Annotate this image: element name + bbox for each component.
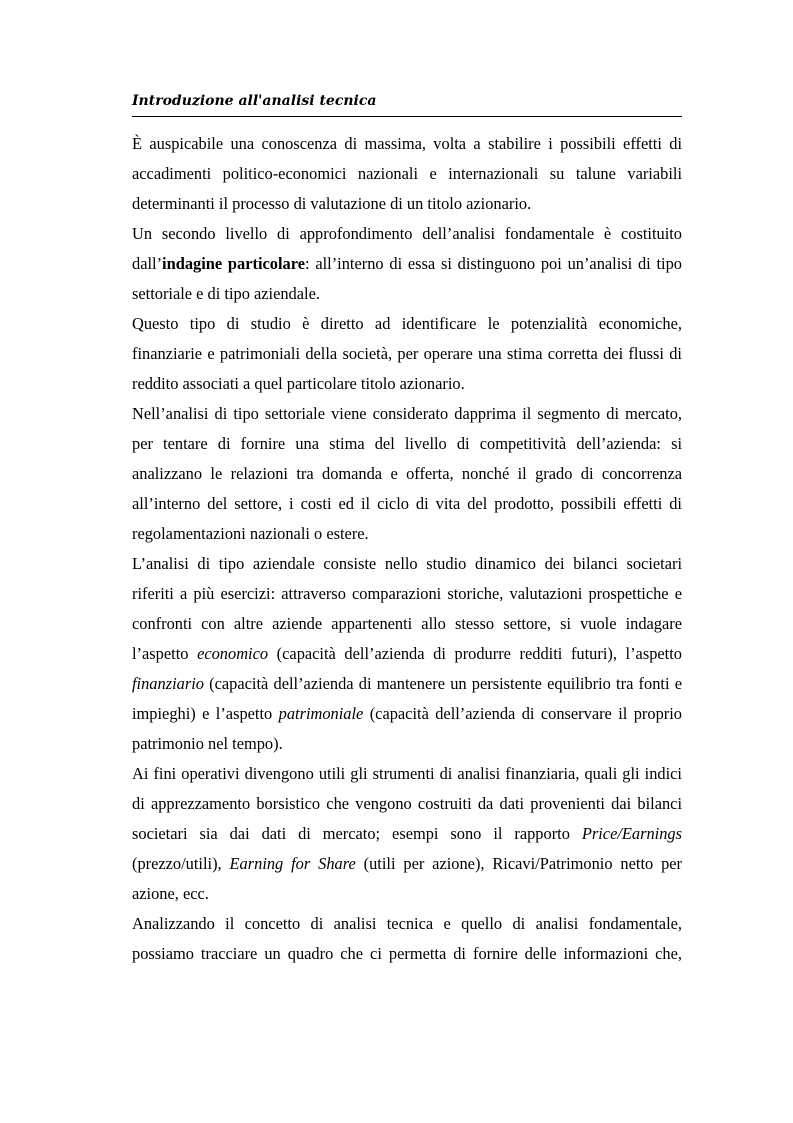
- text-run: (capacità dell’azienda di produrre redditi futuri), l’aspetto: [268, 644, 682, 663]
- paragraph: [132, 399, 682, 549]
- italic-text: economico: [197, 644, 269, 663]
- paragraph: [132, 309, 682, 399]
- text-run: Nell’analisi di tipo settoriale viene considerato dapprima il segmento di mercato, per tentare di fornire una stima del livello di competitività dell’azienda: si analizzano le relazioni tra domanda e offerta, nonché il grado di concorrenza all’interno del settore, i costi ed il ciclo di vita del prodotto, possibili effetti di regolamentazioni nazionali o estere.: [132, 404, 682, 543]
- text-run: È auspicabile una conoscenza di massima, volta a stabilire i possibili effetti di accadimenti politico-economici nazionali e internazionali su talune variabili determinanti il processo di valutazione di un titolo azionario.: [132, 134, 682, 213]
- text-run: (capacità dell’azienda di conservare il proprio patrimonio nel tempo).: [132, 704, 682, 753]
- running-header: [132, 90, 682, 117]
- text-run: : all’interno di essa si distinguono poi un’analisi di tipo settoriale e di tipo aziendale.: [132, 254, 682, 303]
- document-body: [132, 129, 682, 969]
- text-run: Ai fini operativi divengono utili gli strumenti di analisi finanziaria, quali gli indici di apprezzamento borsistico che vengono costruiti da dati provenienti dai bilanci societari sia dai dati di mercato; esempi sono il rapporto: [132, 764, 682, 843]
- text-run: (prezzo/utili),: [132, 854, 230, 873]
- text-run: Un secondo livello di approfondimento dell’analisi fondamentale è costituito dall’: [132, 224, 682, 273]
- text-run: L’analisi di tipo aziendale consiste nello studio dinamico dei bilanci societari riferiti a più esercizi: attraverso comparazioni storiche, valutazioni prospettiche e confronti con altre aziende appartenenti allo stesso settore, si vuole indagare l’aspetto: [132, 554, 682, 663]
- italic-text: Price/Earnings: [581, 824, 682, 843]
- text-run: (capacità dell’azienda di mantenere un persistente equilibrio tra fonti e impieghi) e l’aspetto: [132, 674, 682, 723]
- text-run: (utili per azione), Ricavi/Patrimonio netto per azione, ecc.: [132, 854, 682, 903]
- paragraph: [132, 909, 682, 969]
- paragraph: [132, 549, 682, 759]
- bold-text: indagine particolare: [162, 254, 306, 273]
- italic-text: patrimoniale: [278, 704, 364, 723]
- header-title: Introduzione all'analisi tecnica: [132, 93, 377, 109]
- paragraph: [132, 129, 682, 219]
- paragraph: [132, 219, 682, 309]
- text-run: Questo tipo di studio è diretto ad identificare le potenzialità economiche, finanziarie e patrimoniali della società, per operare una stima corretta dei flussi di reddito associati a quel particolare titolo azionario.: [132, 314, 682, 393]
- text-run: Analizzando il concetto di analisi tecnica e quello di analisi fondamentale, possiamo tracciare un quadro che ci permetta di fornire delle informazioni che,: [132, 914, 682, 963]
- italic-text: Earning for Share: [229, 854, 356, 873]
- italic-text: finanziario: [132, 674, 204, 693]
- paragraph: [132, 759, 682, 909]
